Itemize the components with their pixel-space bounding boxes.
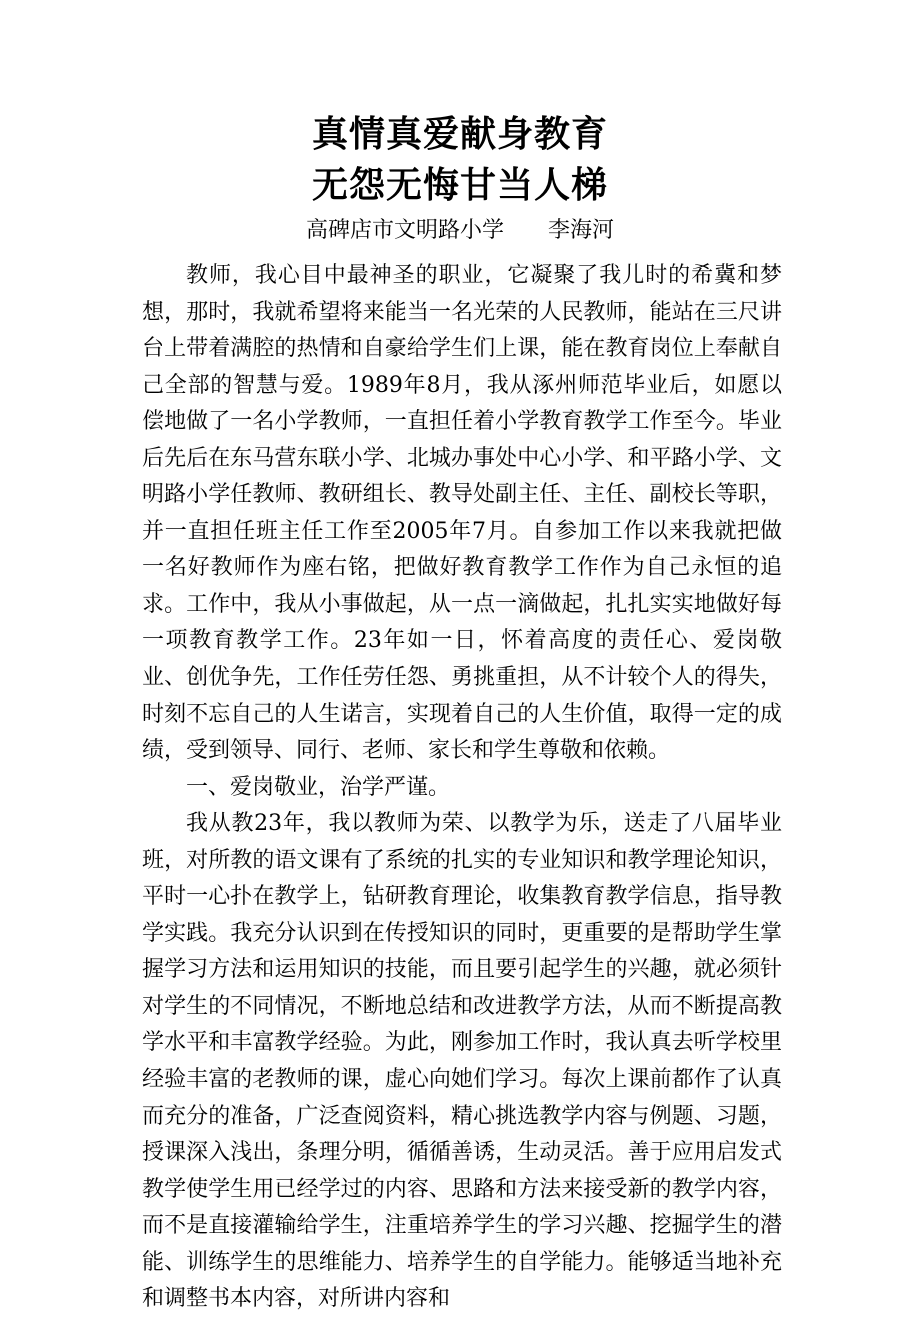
body-paragraph-section-1: 我从教23年，我以教师为荣、以教学为乐，送走了八届毕业班，对所教的语文课有了系统的扎实的专业知识和教学理论知识，平时一心扑在教学上，钻研教育理论，收集教育教学信息，指导教学实践。我充分认识到在传授知识的同时，更重要的是帮助学生掌握学习方法和运用知识的技能，而且要引起学生的兴趣，就必须针对学生的不同情况，不断地总结和改进教学方法，从而不断提高教学水平和丰富教学经验。为此，刚参加工作时，我认真去听学校里经验丰富的老教师的课，虚心向她们学习。每次上课前都作了认真而充分的准备，广泛查阅资料，精心挑选教学内容与例题、习题，授课深入浅出，条理分明，循循善诱，生动灵活。善于应用启发式教学使学生用已经学过的内容、思路和方法来接受新的教学内容，而不是直接灌输给学生，注重培养学生的学习兴趣、挖掘学生的潜能、训练学生的思维能力、培养学生的自学能力。能够适当地补充和调整书本内容，对所讲内容和: [142, 811, 782, 1312]
document-title-line-1: 真情真爱献身教育: [311, 113, 608, 155]
document-title-line-2: 无怨无悔甘当人梯: [311, 164, 608, 206]
section-heading-1: 一、爱岗敬业，治学严谨。: [186, 774, 451, 800]
author-byline: [0, 216, 920, 246]
author-name: 李海河: [548, 218, 615, 243]
document-body: [142, 258, 782, 1318]
body-paragraph-intro: 教师，我心目中最神圣的职业，它凝聚了我儿时的希冀和梦想，那时，我就希望将来能当一名光荣的人民教师，能站在三尺讲台上带着满腔的热情和自豪给学生们上课，能在教育岗位上奉献自己全部的智慧与爱。1989年8月，我从涿州师范毕业后，如愿以偿地做了一名小学教师，一直担任着小学教育教学工作至今。毕业后先后在东马营东联小学、北城办事处中心小学、和平路小学、文明路小学任教师、教研组长、教导处副主任、主任、副校长等职，并一直担任班主任工作至2005年7月。自参加工作以来我就把做一名好教师作为座右铭，把做好教育教学工作作为自己永恒的追求。工作中，我从小事做起，从一点一滴做起，扎扎实实地做好每一项教育教学工作。23年如一日，怀着高度的责任心、爱岗敬业、创优争先，工作任劳任怨、勇挑重担，从不计较个人的得失，时刻不忘自己的人生诺言，实现着自己的人生价值，取得一定的成绩，受到领导、同行、老师、家长和学生尊敬和依赖。: [142, 263, 782, 764]
school-name: 高碑店市文明路小学: [305, 218, 504, 243]
